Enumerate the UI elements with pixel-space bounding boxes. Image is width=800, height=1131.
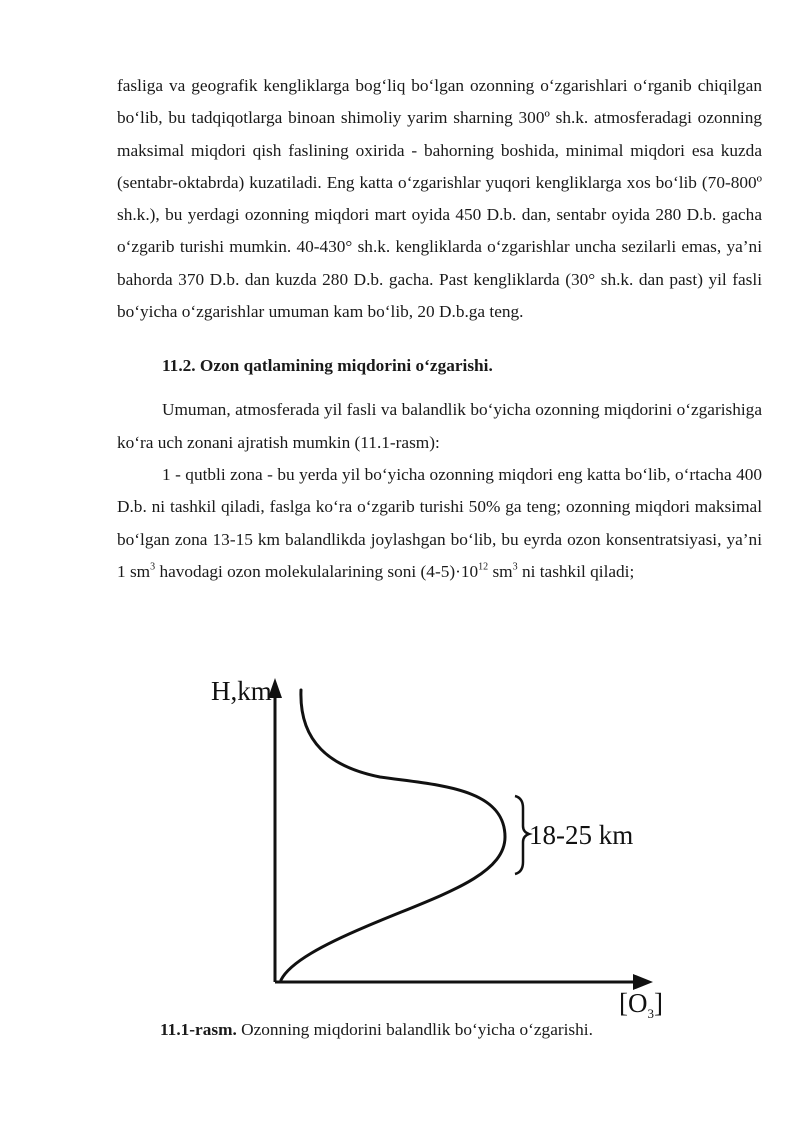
superscript-12: 12 (478, 561, 489, 573)
paragraph-polar-zone (117, 459, 762, 588)
polar-zone-text-d: ni tashkil qiladi; (517, 561, 635, 581)
y-axis-label: H,km (211, 676, 272, 706)
document-body (117, 70, 762, 588)
ozone-profile-diagram (205, 672, 675, 1022)
x-axis-label-subscript: 3 (647, 1006, 654, 1021)
section-heading: 11.2. Ozon qatlamining miqdorini o‘zgarishi. (162, 356, 493, 376)
altitude-range-bracket (515, 796, 529, 874)
figure-caption (160, 1018, 720, 1042)
superscript-3a: 3 (150, 561, 156, 573)
x-axis-label (619, 988, 663, 1021)
polar-zone-text-a: 1 - qutbli zona - bu yerda yil bo‘yicha ozonning miqdori eng katta bo‘lib, o‘rtacha 400 D.b. ni tashkil qiladi, faslga ko‘ra o‘zgarib turishi 50% ga teng; ozonning miqdori maksimal bo‘lgan zona 13-15 km balandlikda joylashgan bo‘lib, bu eyrda ozon konsentratsiyasi, ya’ni 1 sm (117, 464, 762, 581)
polar-zone-text-c: sm (488, 561, 513, 581)
ozone-altitude-figure (205, 672, 675, 1022)
paragraph-three-zones: Umuman, atmosferada yil fasli va balandlik bo‘yicha ozonning miqdorini o‘zgarishiga ko‘ra uch zonani ajratish mumkin (11.1-rasm): (117, 400, 762, 452)
caption-number: 11.1-rasm. (160, 1020, 237, 1039)
caption-text: Ozonning miqdorini balandlik bo‘yicha o‘zgarishi. (236, 1020, 593, 1039)
paragraph-seasonal-variation: fasliga va geografik kengliklarga bog‘liq bo‘lgan ozonning o‘zgarishlari o‘rganib chiqilgan bo‘lib, bu tadqiqotlarga binoan shimoliy yarim sharning 300º sh.k. atmosferadagi ozonning maksimal miqdori qish faslining oxirida - bahorning boshida, minimal miqdori esa kuzda (sentabr-oktabrda) kuzatiladi. Eng katta o‘zgarishlar yuqori kengliklarga xos bo‘lib (70-800º sh.k.), bu yerdagi ozonning miqdori mart oyida 450 D.b. dan, sentabr oyida 280 D.b. gacha o‘zgarib turishi mumkin. 40-430° sh.k. kengliklarda o‘zgarishlar uncha sezilarli emas, ya’ni bahorda 370 D.b. dan kuzda 280 D.b. gacha. Past kengliklarda (30° sh.k. dan past) yil fasli bo‘yicha o‘zgarishlar umuman kam bo‘lib, 20 D.b.ga teng. (117, 76, 762, 322)
superscript-3b: 3 (512, 561, 518, 573)
polar-zone-text-b: havodagi ozon molekulalarining soni (4-5)·10 (155, 561, 479, 581)
x-axis-label-main: [O (619, 988, 648, 1018)
ozone-profile-curve (281, 690, 505, 980)
x-axis-label-close: ] (654, 988, 663, 1018)
altitude-range-label: 18-25 km (529, 820, 634, 850)
